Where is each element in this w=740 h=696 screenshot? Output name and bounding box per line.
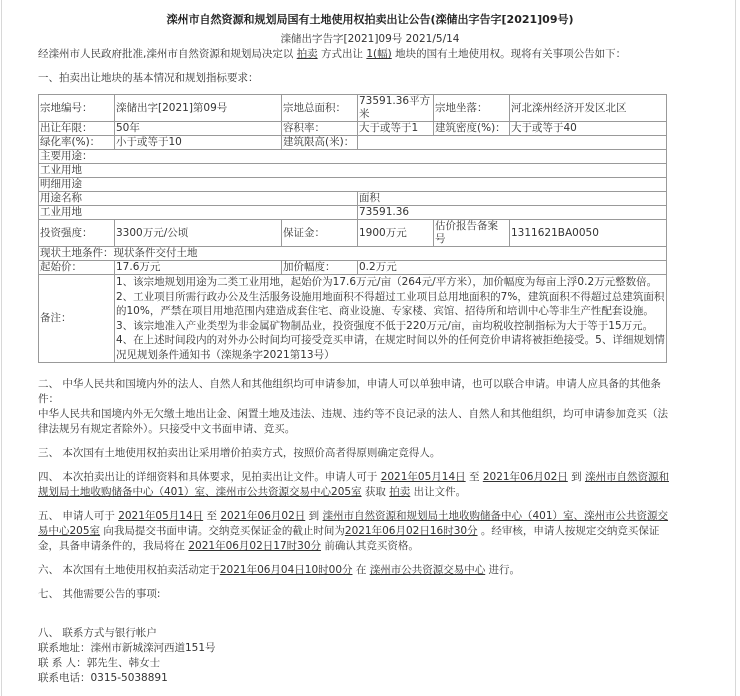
text: 进行。 — [485, 564, 521, 576]
cell-value: 小于或等于10 — [115, 136, 282, 150]
cell-value: 河北滦州经济开发区北区 — [510, 95, 667, 122]
document-number-date: 滦储出字告字[2021]09号 2021/5/14 — [280, 33, 460, 45]
section-1-heading: 一、拍卖出让地块的基本情况和规划指标要求： — [38, 72, 259, 84]
section-8-heading: 八、 联系方式与银行帐户 — [38, 627, 157, 639]
table-row — [39, 164, 667, 178]
cell-label: 宗地总面积： — [282, 95, 358, 122]
start-date: 2021年05月14日 — [118, 510, 204, 522]
text: 到 — [567, 471, 585, 483]
text: 四、 本次拍卖出让的详细资料和具体要求，见拍卖出让文件。申请人可于 — [38, 471, 381, 483]
cell-value: 工业用地 — [39, 164, 667, 178]
text: 五、 申请人可于 — [38, 510, 119, 522]
intro-paragraph — [38, 47, 678, 62]
cell-value: 1311621BA0050 — [510, 220, 667, 247]
section-4 — [38, 470, 678, 500]
text: 在 — [352, 564, 370, 576]
cell-value: 大于或等于1 — [358, 122, 434, 136]
location: 滦州市自然资源和规划局土地收购储备中心（401）室、滦州市公共资源交易中心205室 — [38, 510, 669, 537]
table-row — [39, 247, 667, 261]
end-date: 2021年06月02日 — [482, 471, 568, 483]
text: 六、 本次国有土地使用权拍卖活动定于 — [38, 564, 220, 576]
end-date: 2021年06月02日 — [220, 510, 306, 522]
table-row — [39, 136, 667, 150]
auction-time: 2021年06月04日10时00分 — [219, 564, 353, 576]
intro-text: 方式出让 — [317, 48, 367, 60]
text: 到 — [305, 510, 323, 522]
deposit-deadline: 2021年06月02日16时30分 — [344, 525, 478, 537]
cell-label: 建筑密度(%)： — [434, 122, 510, 136]
section-3: 三、 本次国有土地使用权拍卖出让采用增价拍卖方式，按照价高者得原则确定竞得人。 — [38, 447, 441, 459]
section-6 — [38, 563, 678, 578]
table-row — [39, 95, 667, 122]
cell-value: 1900万元 — [358, 220, 434, 247]
cell-value: 滦储出字[2021]第09号 — [115, 95, 282, 122]
cell-label: 面积 — [358, 192, 667, 206]
table-row — [39, 122, 667, 136]
parcel-info-table — [38, 94, 667, 363]
section-2: 二、 中华人民共和国境内外的法人、自然人和其他组织均可申请参加，申请人可以单独申请，也可以联合申请。申请人应具备的其他条件： — [38, 378, 661, 405]
cell-value: 17.6万元 — [115, 261, 282, 275]
confirm-deadline: 2021年06月02日17时30分 — [188, 540, 322, 552]
table-row — [39, 275, 667, 363]
cell-label: 起始价： — [39, 261, 115, 275]
text: 获取 — [361, 486, 390, 498]
cell-value: 50年 — [115, 122, 282, 136]
table-row — [39, 220, 667, 247]
text: 至 — [203, 510, 221, 522]
method: 拍卖 — [389, 486, 411, 498]
text: 。经审核，申请人按规定交纳竞买保证金，具备申请条件的，我局将在 — [38, 525, 660, 552]
section-7: 七、 其他需要公告的事项: — [38, 588, 161, 600]
cell-label: 加价幅度： — [282, 261, 358, 275]
cell-value: 3300万元/公顷 — [115, 220, 282, 247]
cell-label: 投资强度： — [39, 220, 115, 247]
text: 至 — [465, 471, 483, 483]
cell-value: 73591.36平方米 — [358, 95, 434, 122]
cell-value: 现状土地条件：现状条件交付土地 — [39, 247, 667, 261]
intro-text: 地块的国有土地使用权。现将有关事项公告如下： — [391, 48, 627, 60]
location: 滦州市自然资源和规划局土地收购储备中心（401）室、滦州市公共资源交易中心205室 — [38, 471, 669, 498]
method-value: 拍卖 — [296, 48, 318, 60]
table-row — [39, 192, 667, 206]
cell-label: 主要用途： — [39, 150, 667, 164]
remarks-text: 1、该宗地规划用途为二类工业用地，起始价为17.6万元/亩（264元/平方米），加价幅度为每亩上浮0.2万元整数倍。2、工业项目所需行政办公及生活服务设施用地面积不得超过工业项目总用地面积的7%，建筑面积不得超过总建筑面积的10%，严禁在项目用地范围内建造成套住宅、商业设施、专家楼、宾馆、招待所和培训中心等非生产性配套设施。3、该宗地准入产业类型为非金属矿物制品业，投资强度不低于220万元/亩，亩均税收控制指标为大于等于15万元。4、在上述时间段内的对外办公时间均可接受竞买申请，在规定时间以外的任何竞价申请将被拒绝接受。5、详细规划情况见规划条件通知书（滦规条字2021第13号） — [116, 276, 665, 361]
cell-value: 工业用地 — [39, 206, 358, 220]
cell-label: 明细用途 — [39, 178, 667, 192]
table-row — [39, 206, 667, 220]
contact-person: 联 系 人：郭先生、韩女士 — [38, 657, 161, 669]
parcel-count: 1(幅) — [366, 48, 392, 60]
text: 出让文件。 — [410, 486, 467, 498]
contact-address: 联系地址：滦州市新城滦河西道151号 — [38, 642, 216, 654]
cell-value — [358, 136, 667, 150]
cell-label: 用途名称 — [39, 192, 358, 206]
text: 向我局提交书面申请。交纳竞买保证金的截止时间为 — [100, 525, 345, 537]
cell-label: 宗地编号： — [39, 95, 115, 122]
cell-label: 建筑限高(米)： — [282, 136, 358, 150]
page-title: 滦州市自然资源和规划局国有土地使用权拍卖出让公告(滦储出字告字[2021]09号) — [166, 13, 574, 26]
cell-label: 出让年限： — [39, 122, 115, 136]
cell-value: 73591.36 — [358, 206, 667, 220]
text: 前确认其竞买资格。 — [321, 540, 419, 552]
auction-location: 滦州市公共资源交易中心 — [369, 564, 486, 576]
cell-value: 大于或等于40 — [510, 122, 667, 136]
table-row — [39, 178, 667, 192]
cell-label: 保证金： — [282, 220, 358, 247]
contact-phone: 联系电话：0315-5038891 — [38, 672, 168, 684]
cell-value: 0.2万元 — [358, 261, 667, 275]
section-5 — [38, 509, 678, 554]
intro-text: 经滦州市人民政府批准,滦州市自然资源和规划局决定以 — [38, 48, 297, 60]
cell-label: 估价报告备案号 — [434, 220, 510, 247]
table-row — [39, 261, 667, 275]
cell-label: 容积率： — [282, 122, 358, 136]
cell-label: 宗地坐落： — [434, 95, 510, 122]
section-2-body: 中华人民共和国境内外无欠缴土地出让金、闲置土地及违法、违规、违约等不良记录的法人、自然人和其他组织，均可申请参加竞买（法律法规另有规定者除外）。只接受中文书面申请、竞买。 — [38, 408, 668, 435]
table-row — [39, 150, 667, 164]
start-date: 2021年05月14日 — [380, 471, 466, 483]
cell-label: 备注： — [39, 275, 115, 363]
cell-label: 绿化率(%)： — [39, 136, 115, 150]
